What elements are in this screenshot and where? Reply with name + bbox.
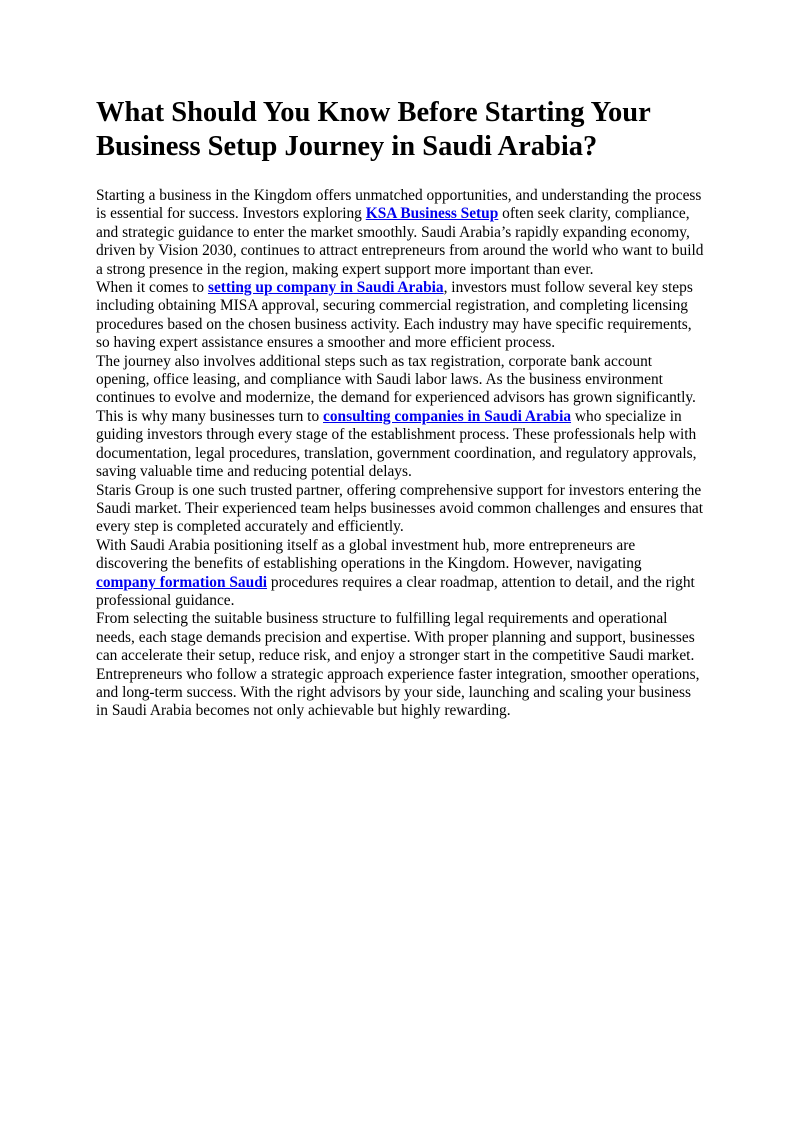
document-page <box>96 96 704 721</box>
paragraph-investment-hub <box>96 537 704 611</box>
link-consulting-companies[interactable]: consulting companies in Saudi Arabia <box>323 407 572 425</box>
paragraph-text: , investors must follow several key steps including obtaining MISA approval, securing commercial registration, and completing licensing procedures based on the chosen business activity. Each industry may have specific requirements, so having expert assistance ensures a smoother and more efficient process. <box>96 279 693 352</box>
paragraph-setup-steps <box>96 279 704 353</box>
paragraph-staris-group: Staris Group is one such trusted partner, offering comprehensive support for investors entering the Saudi market. Their experienced team helps businesses avoid common challenges and ensures that every step is completed accurately and efficiently. <box>96 481 704 536</box>
paragraph-consulting <box>96 408 704 482</box>
link-ksa-business-setup[interactable]: KSA Business Setup <box>365 205 499 223</box>
paragraph-text: Starting a business in the Kingdom offers unmatched opportunities, and understanding the process is essential for success. Investors exploring <box>96 187 702 223</box>
paragraph-text: This is why many businesses turn to <box>96 407 324 425</box>
paragraph-text: When it comes to <box>96 279 208 297</box>
paragraph-intro <box>96 187 704 279</box>
paragraph-journey: The journey also involves additional steps such as tax registration, corporate bank account opening, office leasing, and compliance with Saudi labor laws. As the business environment continues to evolve and modernize, the demand for experienced advisors has grown significantly. <box>96 352 696 407</box>
paragraph-text: who specialize in guiding investors through every stage of the establishment process. These professionals help with documentation, legal procedures, translation, government coordination, and regulatory approvals, saving valuable time and reducing potential delays. <box>96 407 697 481</box>
link-setting-up-company[interactable]: setting up company in Saudi Arabia <box>207 279 444 297</box>
page-title: What Should You Know Before Starting Your Business Setup Journey in Saudi Arabia? <box>96 97 651 162</box>
paragraph-text: With Saudi Arabia positioning itself as a global investment hub, more entrepreneurs are discovering the benefits of establishing operations in the Kingdom. However, navigating <box>96 536 642 573</box>
link-company-formation-saudi[interactable]: company formation Saudi <box>96 573 268 591</box>
paragraph-text: procedures requires a clear roadmap, attention to detail, and the right professional guidance. <box>96 573 695 609</box>
paragraph-business-structure: From selecting the suitable business structure to fulfilling legal requirements and operational needs, each stage demands precision and expertise. With proper planning and support, businesses can accelerate their setup, reduce risk, and enjoy a stronger start in the competitive Saudi market. <box>96 610 695 665</box>
article-body <box>96 187 704 721</box>
paragraph-conclusion: Entrepreneurs who follow a strategic approach experience faster integration, smoother operations, and long-term success. With the right advisors by your side, launching and scaling your business in Saudi Arabia becomes not only achievable but highly rewarding. <box>96 665 700 720</box>
paragraph-text: often seek clarity, compliance, and strategic guidance to enter the market smoothly. Saudi Arabia’s rapidly expanding economy, driven by Vision 2030, continues to attract entrepreneurs from around the world who want to build a strong presence in the region, making expert support more important than ever. <box>96 205 704 278</box>
